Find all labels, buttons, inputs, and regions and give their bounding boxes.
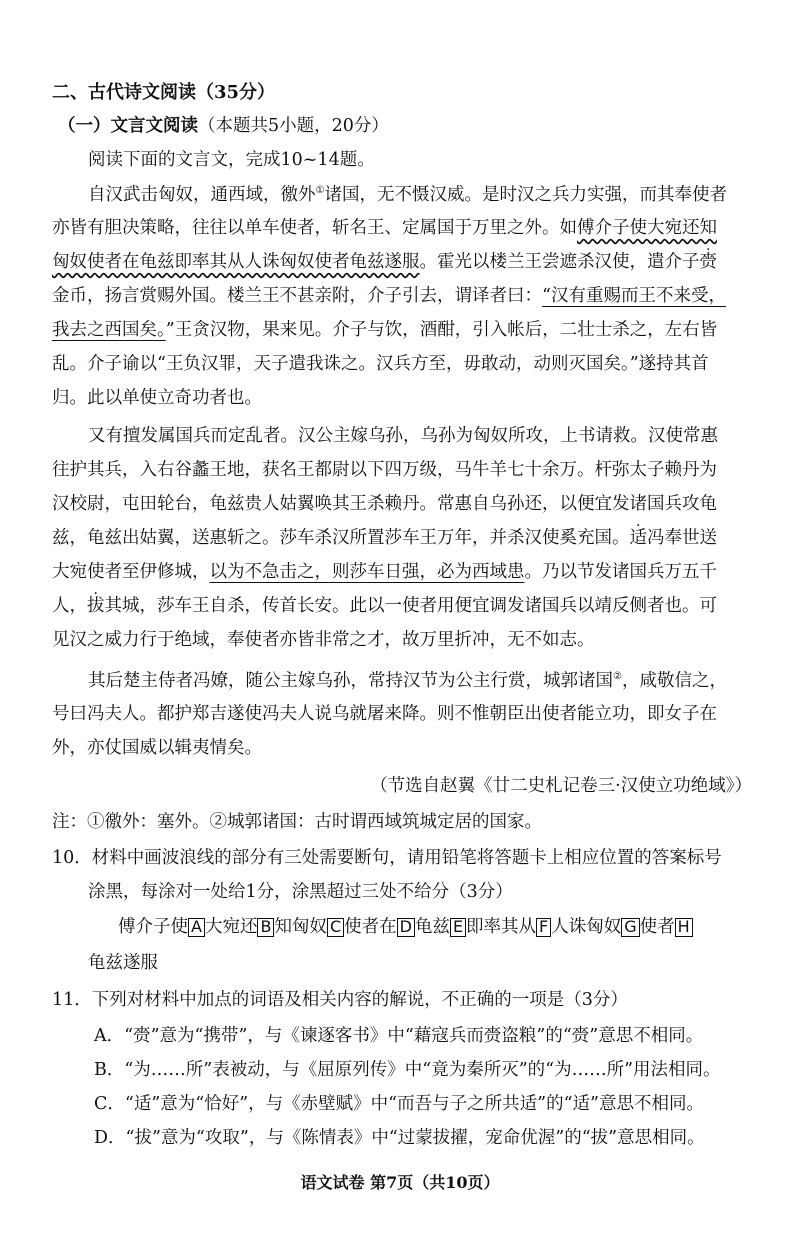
p1-line-5 [52,322,717,340]
p1-text: ”王贪汉物，果来见。介子与饮，酒酣，引入帐后，二壮士杀之，左右皆 [165,320,718,340]
answer-label-h: H [675,918,693,937]
instruction: 阅读下面的文言文，完成10~14题。 [88,150,375,170]
underlined-sentence-1: 我去之西国矣。 [52,320,166,340]
q10-stem-line-2: 涂黑，每涂对一处给1分，涂黑超过三处不给分（3分） [88,882,513,902]
wavy-underlined-text: 匈奴使者在龟兹即率其从人诛匈奴使者龟兹遂服 [52,252,420,272]
p1-line-4 [52,288,726,306]
p2-text: 。乃以节发诸国兵万五千 [524,562,717,582]
p3-text: ，咸敬信之， [621,670,727,691]
p2-line-6 [52,598,717,616]
q10-segment: 人诛匈奴 [551,917,622,937]
p1-text: 金币，扬言赏赐外国。楼兰王不甚亲附，介子引去，谓译者曰： [52,286,542,306]
p1-line-7: 归。此以单使立奇功者也。 [52,388,262,408]
q11-option-d: D．“拔”意为“攻取”，与《陈情表》中“过蒙拔擢，宠命优渥”的“拔”意思相同。 [94,1128,705,1148]
underlined-sentence-2: 以为不急击之，则莎车日强，必为西域患 [209,562,525,582]
p2-line-7: 见汉之威力行于绝域，奉使者亦皆非常之才，故万里折冲，无不如志。 [52,630,595,650]
subsection-note: （本题共5小题，20分） [198,116,389,136]
subsection-title: （一）文言文阅读 [58,116,198,136]
q10-segmented-sentence [118,918,693,937]
p2-line-2: 往护其兵，入右谷蠡王地，获名王都尉以下四万级，马牛羊七十余万。杆弥太子赖丹为 [52,460,717,480]
note-marker-2: ② [613,671,622,682]
q11-option-b: B．“为……所”表被动，与《屈原列传》中“竟为秦所灭”的“为……所”用法相同。 [94,1060,721,1080]
p2-text: 兹，龟兹出姑翼，送惠斩之。莎车杀汉所置莎车王万年，并杀汉使奚充国。 [52,528,630,548]
dotted-word-ba: 拔 [87,596,105,616]
p3-line-3: 外，亦仗国威以辑夷情矣。 [52,738,262,758]
p1-line-3 [52,254,717,272]
q11-option-a: A．“赍”意为“携带”，与《谏逐客书》中“藉寇兵而赍盗粮”的“赍”意思不相同。 [94,1026,704,1046]
p2-text: 冯奉世送 [647,528,717,548]
p2-line-3: 汉校尉，屯田轮台，龟兹贵人姑翼唤其王杀赖丹。常惠自乌孙还，以便宜发诸国兵攻龟 [52,494,717,514]
p1-line-6: 乱。介子谕以“王负汉罪，天子遣我诛之。汉兵方至，毋敢动，动则灭国矣。”遂持其首 [52,354,709,374]
source-citation: （节选自赵翼《廿二史札记卷三·汉使立功绝域》） [370,776,752,796]
p1-text: 诸国，无不慑汉威。是时汉之兵力实强，而其奉使者 [324,184,727,205]
section-title: 二、古代诗文阅读（35分） [52,82,276,103]
answer-label-f: F [536,918,551,937]
q10-segment: 知匈奴 [274,917,327,937]
p1-line-2 [52,220,717,238]
note-marker-1: ① [315,185,325,196]
p2-text: 人， [52,596,87,616]
p3-line-1 [88,672,727,690]
p3-text: 其后楚主侍者冯嫽，随公主嫁乌孙，常持汉节为公主行赏，城郭诸国 [88,670,613,691]
q10-stem-line-1: 10．材料中画波浪线的部分有三处需要断句，请用铅笔将答题卡上相应位置的答案标号 [52,848,722,868]
p2-text: 大宛使者至伊修城， [52,562,210,582]
answer-label-e: E [450,918,466,937]
p1-text: 亦皆有胆决策略，往往以单车使者，斩名王、定属国于万里之外。如 [52,218,577,238]
page-footer: 语文试卷 第7页（共10页） [300,1173,500,1192]
q10-segment-tail: 龟兹遂服 [88,953,158,973]
answer-label-b: B [257,918,274,937]
p2-line-4 [52,530,717,548]
dotted-word-ji: 赍 [699,252,717,272]
p3-line-2: 号曰冯夫人。都护郑吉遂使冯夫人说乌就屠来降。则不惟朝臣出使者能立功，即女子在 [52,704,717,724]
p1-text: 。霍光以楼兰王尝遮杀汉使，遣介子 [419,252,700,272]
q10-segment: 即率其从 [466,917,537,937]
answer-label-g: G [621,918,639,937]
wavy-underlined-text: 傅介子使大宛还知 [577,218,717,238]
dotted-word-shi: 适 [629,528,647,548]
q10-segment: 傅介子使 [118,917,188,937]
p1-text: 自汉武击匈奴，通西域，徼外 [88,184,316,205]
q10-segment: 使者在 [344,917,397,937]
q10-segment: 使者 [639,917,675,937]
footnotes: 注：①徼外：塞外。②城郭诸国：古时谓西域筑城定居的国家。 [52,812,542,832]
p2-line-1: 又有擅发属国兵而定乱者。汉公主嫁乌孙，乌孙为匈奴所攻，上书请救。汉使常惠 [88,426,718,446]
q10-segment: 龟兹 [414,917,450,937]
q10-segment: 大宛还 [204,917,258,937]
subsection-heading [58,118,389,136]
p2-text: 其城，莎车王自杀，传首长安。此以一使者用便宜调发诸国兵以靖反侧者也。可 [104,596,717,616]
p1-line-1 [88,186,727,204]
answer-label-a: A [188,918,205,937]
p2-line-5 [52,564,717,582]
answer-label-c: C [327,918,344,937]
q11-stem: 11．下列对材料中加点的词语及相关内容的解说，不正确的一项是（3分） [52,990,628,1010]
underlined-sentence-1: “汉有重赐而王不来受， [542,286,726,306]
answer-label-d: D [397,918,415,937]
q11-option-c: C．“适”意为“恰好”，与《赤壁赋》中“而吾与子之所共适”的“适”意思不相同。 [94,1094,704,1114]
